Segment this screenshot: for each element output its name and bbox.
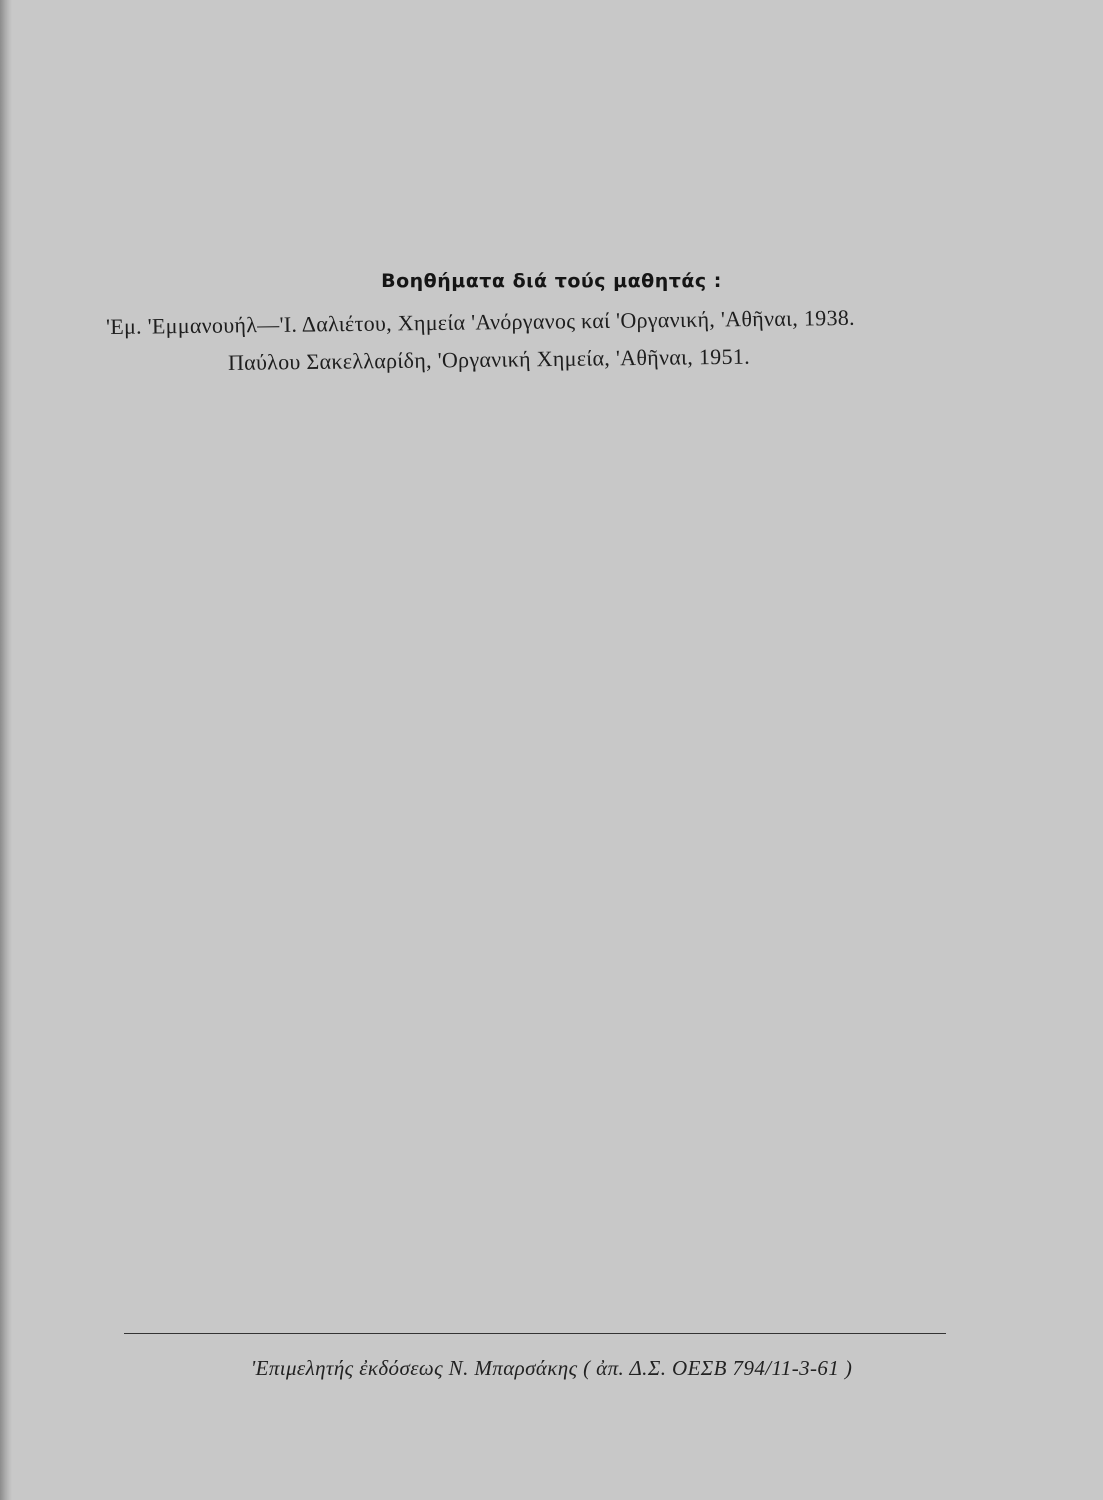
page-binding-edge (0, 0, 12, 1500)
reference-item: 'Εμ. 'Εμμανουήλ—'Ι. Δαλιέτου, Χημεία 'Ανόργανος καί 'Οργανική, 'Αθῆναι, 1938. (105, 304, 856, 339)
reference-item: Παύλου Σακελλαρίδη, 'Οργανική Χημεία, 'Αθῆναι, 1951. (227, 343, 751, 375)
footer-divider (124, 1333, 946, 1334)
footer-editor-note: 'Επιμελητής ἐκδόσεως Ν. Μπαρσάκης ( ἀπ. Δ.Σ. ΟΕΣΒ 794/11-3-61 ) (250, 1356, 853, 1380)
references-heading: Βοηθήματα διά τούς μαθητάς : (381, 270, 722, 292)
